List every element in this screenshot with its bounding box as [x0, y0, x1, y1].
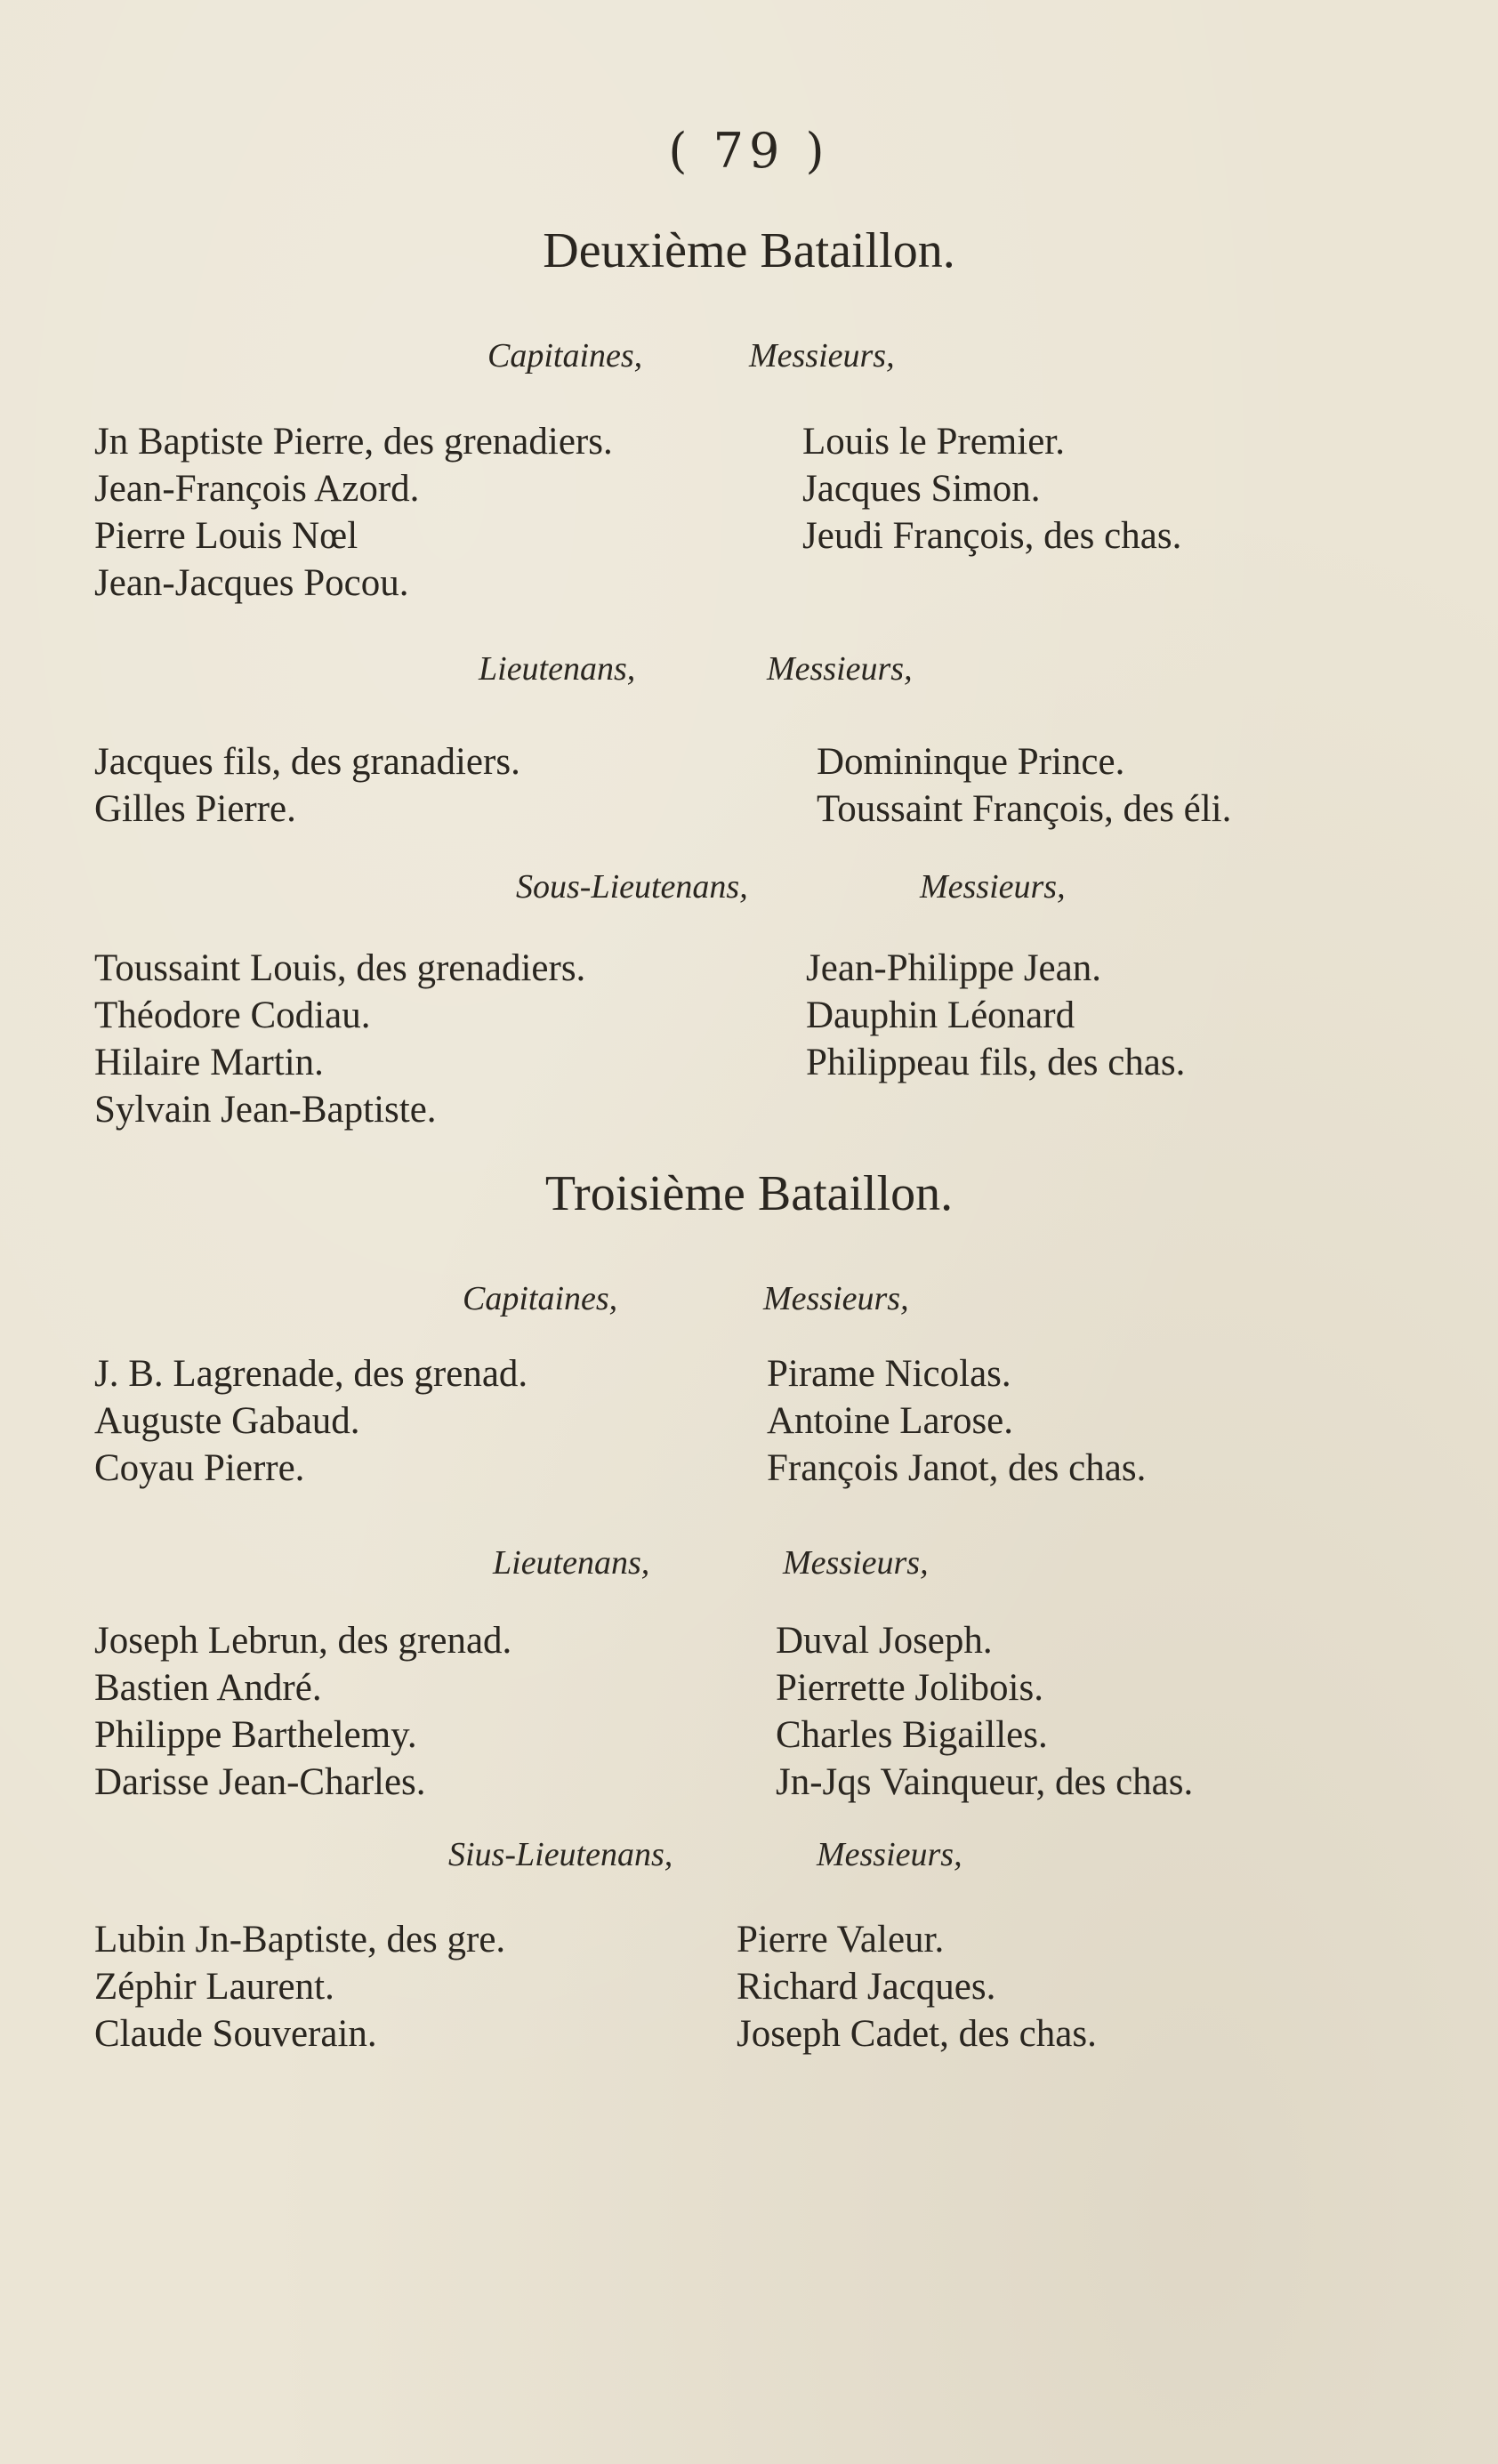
names-column-left — [94, 945, 585, 1133]
rank-heading: Sius-Lieutenans, — [448, 1836, 673, 1873]
list-item: Coyau Pierre. — [94, 1447, 305, 1489]
list-item: Hilaire Martin. — [94, 1042, 324, 1083]
list-item: Auguste Gabaud. — [94, 1400, 360, 1442]
names-column-right — [802, 418, 1181, 560]
rank-heading: Lieutenans, — [493, 1544, 650, 1582]
list-item: Pierre Louis Nœl — [94, 515, 358, 557]
messieurs-heading: Messieurs, — [817, 1836, 962, 1873]
list-item: Duval Joseph. — [776, 1620, 993, 1662]
names-column-right — [817, 738, 1231, 833]
messieurs-heading: Messieurs, — [920, 868, 1066, 906]
names-column-right — [776, 1617, 1193, 1806]
list-item: Jean-Jacques Pocou. — [94, 562, 409, 604]
list-item: Domininque Prince. — [817, 741, 1125, 783]
list-item: Jacques fils, des granadiers. — [94, 741, 520, 783]
names-column-right — [806, 945, 1185, 1086]
names-column-left — [94, 1916, 505, 2057]
list-item: François Janot, des chas. — [767, 1447, 1147, 1489]
list-item: Antoine Larose. — [767, 1400, 1014, 1442]
list-item: Charles Bigailles. — [776, 1714, 1048, 1756]
list-item: Jn Baptiste Pierre, des grenadiers. — [94, 421, 613, 463]
list-item: Sylvain Jean-Baptiste. — [94, 1089, 437, 1131]
list-item: Lubin Jn-Baptiste, des gre. — [94, 1919, 506, 1961]
list-item: Claude Souverain. — [94, 2013, 377, 2055]
messieurs-heading: Messieurs, — [767, 650, 913, 688]
names-column-left — [94, 738, 520, 833]
messieurs-heading: Messieurs, — [763, 1280, 909, 1317]
page-number: ( 79 ) — [668, 123, 830, 179]
list-item: Jn-Jqs Vainqueur, des chas. — [776, 1761, 1194, 1803]
list-item: Joseph Cadet, des chas. — [737, 2013, 1097, 2055]
names-column-left — [94, 418, 613, 607]
names-column-left — [94, 1350, 528, 1492]
list-item: Philippe Barthelemy. — [94, 1714, 417, 1756]
list-item: Jean-François Azord. — [94, 468, 420, 510]
list-item: Zéphir Laurent. — [94, 1966, 334, 2008]
names-column-left — [94, 1617, 511, 1806]
rank-heading: Lieutenans, — [479, 650, 636, 688]
list-item: Pierre Valeur. — [737, 1919, 945, 1961]
list-item: Pirame Nicolas. — [767, 1353, 1011, 1395]
list-item: Richard Jacques. — [737, 1966, 996, 2008]
list-item: Gilles Pierre. — [94, 788, 296, 830]
list-item: Pierrette Jolibois. — [776, 1667, 1043, 1709]
list-item: Joseph Lebrun, des grenad. — [94, 1620, 512, 1662]
messieurs-heading: Messieurs, — [783, 1544, 929, 1582]
list-item: Bastien André. — [94, 1667, 322, 1709]
list-item: Darisse Jean-Charles. — [94, 1761, 426, 1803]
messieurs-heading: Messieurs, — [749, 337, 895, 374]
list-item: Toussaint Louis, des grenadiers. — [94, 947, 586, 989]
rank-heading: Capitaines, — [463, 1280, 618, 1317]
list-item: Louis le Premier. — [802, 421, 1065, 463]
rank-heading: Capitaines, — [487, 337, 643, 374]
section-title-deuxieme-bataillon: Deuxième Bataillon. — [543, 223, 955, 278]
rank-heading: Sous-Lieutenans, — [516, 868, 748, 906]
list-item: J. B. Lagrenade, des grenad. — [94, 1353, 528, 1395]
list-item: Jeudi François, des chas. — [802, 515, 1182, 557]
list-item: Toussaint François, des éli. — [817, 788, 1232, 830]
section-title-troisieme-bataillon: Troisième Bataillon. — [544, 1166, 954, 1221]
list-item: Jean-Philippe Jean. — [806, 947, 1101, 989]
names-column-right — [737, 1916, 1097, 2057]
list-item: Théodore Codiau. — [94, 994, 371, 1036]
list-item: Philippeau fils, des chas. — [806, 1042, 1186, 1083]
names-column-right — [767, 1350, 1146, 1492]
list-item: Dauphin Léonard — [806, 994, 1075, 1036]
list-item: Jacques Simon. — [802, 468, 1041, 510]
